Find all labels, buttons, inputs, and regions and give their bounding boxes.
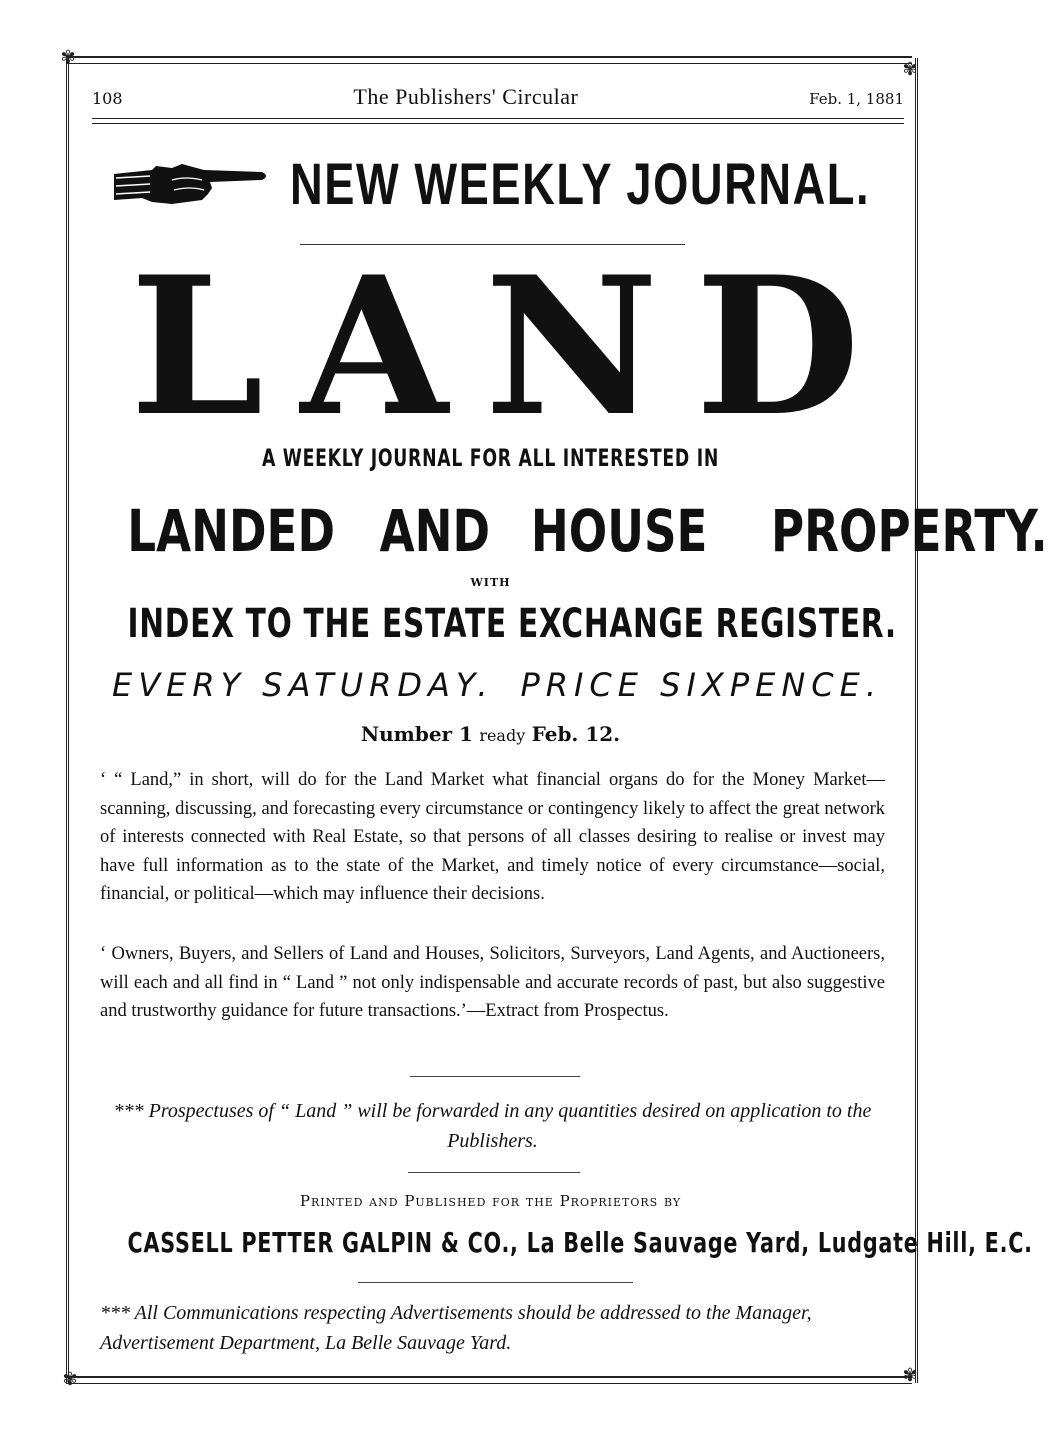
big-word: LANDED — [127, 497, 336, 565]
journal-title: The Publishers' Circular — [353, 84, 579, 109]
issue-ready-date: Feb. 12. — [531, 722, 621, 746]
printed-by-line: Printed and Published for the Proprietors by — [299, 1192, 682, 1210]
divider — [410, 1076, 580, 1077]
issue-date: Feb. 1, 1881 — [809, 90, 904, 108]
headline: NEW WEEKLY JOURNAL. — [290, 152, 871, 217]
corner-ornament-icon: ✾ — [62, 1369, 78, 1390]
issue-number: Number 1 — [360, 722, 473, 746]
header-rule — [92, 123, 904, 124]
first-issue-notice — [0, 722, 981, 746]
big-word: HOUSE — [530, 497, 708, 565]
title-letter: A — [300, 235, 448, 458]
title-letter: D — [695, 235, 860, 458]
prospectus-note: *** Prospectuses of “ Land ” will be forwarded in any quantities desired on application to the Publishers. — [113, 1100, 872, 1152]
communications-note: *** All Communications respecting Advertisements should be addressed to the Manager, Advertisement Department, La Belle Sauvage Yard. — [100, 1302, 812, 1354]
big-word: PROPERTY. — [771, 497, 1048, 565]
price: PRICE SIXPENCE. — [520, 666, 882, 704]
big-word: AND — [379, 497, 491, 565]
with-label: WITH — [470, 576, 511, 589]
ready-label: ready — [479, 726, 526, 745]
bottom-border-rule — [66, 1376, 912, 1384]
prospectus-paragraph-2: ‘ Owners, Buyers, and Sellers of Land and Houses, Solicitors, Surveyors, Land Agents, and Auctioneers, will each and all find in “ Land ” not only indispensable and accurate records of past, but also suggestive and trustworthy guidance for future transactions.’—Extract from Prospectus. — [100, 944, 885, 1021]
page-number: 108 — [92, 89, 123, 108]
corner-ornament-icon: ✾ — [902, 1365, 918, 1386]
top-border-rule — [66, 56, 912, 64]
landed-house-property-line — [98, 496, 1048, 566]
running-head — [92, 84, 904, 119]
subtitle: A WEEKLY JOURNAL FOR ALL INTERESTED IN — [261, 444, 720, 472]
divider — [408, 1172, 580, 1173]
divider — [358, 1282, 633, 1283]
schedule: EVERY SATURDAY. — [112, 666, 494, 704]
schedule-price-line — [112, 666, 882, 704]
corner-ornament-icon: ✾ — [902, 59, 918, 80]
corner-ornament-icon: ✾ — [60, 47, 76, 68]
publisher-line: CASSELL PETTER GALPIN & CO., La Belle Sauvage Yard, Ludgate Hill, E.C. — [127, 1226, 1033, 1259]
pointing-hand-icon — [112, 160, 272, 210]
title-letter: L — [130, 235, 264, 458]
index-line: INDEX TO THE ESTATE EXCHANGE REGISTER. — [127, 601, 897, 647]
title-letter: N — [484, 235, 659, 458]
prospectus-paragraph-1: ‘ “ Land,” in short, will do for the Land Market what financial organs do for the Money Market—scanning, discussing, and forecasting every circumstance or contingency likely to affect the great network of interests connected with Real Estate, so that persons of all classes desiring to realise or invest may have full information as to the state of the Market, and timely notice of every circumstance—social, financial, or political—which may influence their decisions. — [100, 770, 885, 904]
